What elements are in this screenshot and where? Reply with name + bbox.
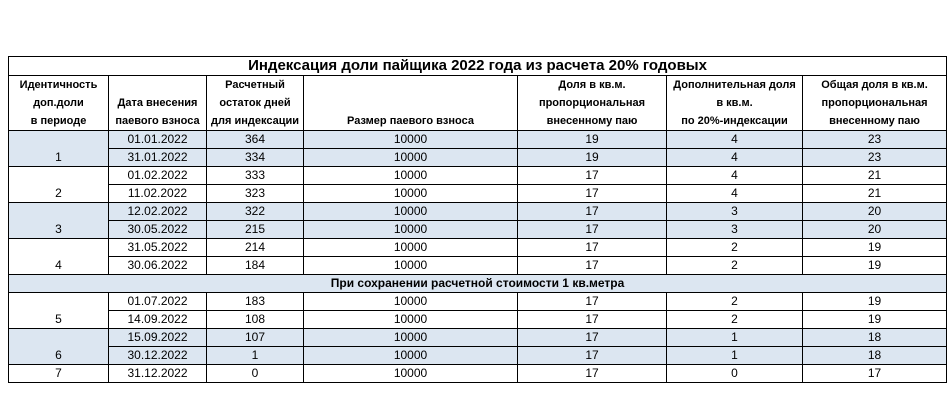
remaining-days-cell[interactable]: 1	[207, 347, 304, 365]
fee-amount-cell[interactable]: 10000	[304, 293, 518, 311]
fee-amount-cell[interactable]: 10000	[304, 311, 518, 329]
total-share-cell[interactable]: 20	[803, 203, 947, 221]
header-line: внесенному паю	[546, 115, 638, 127]
remaining-days-cell[interactable]: 0	[207, 365, 304, 383]
period-id-cell[interactable]: 2	[9, 167, 109, 203]
header-total-share[interactable]	[803, 76, 947, 131]
share-sqm-cell[interactable]: 17	[518, 347, 667, 365]
share-sqm-cell[interactable]: 19	[518, 131, 667, 149]
header-extra-share[interactable]	[667, 76, 803, 131]
total-share-cell[interactable]: 18	[803, 347, 947, 365]
period-id-cell[interactable]: 3	[9, 203, 109, 239]
total-share-cell[interactable]: 18	[803, 329, 947, 347]
total-share-cell[interactable]: 23	[803, 149, 947, 167]
extra-share-cell[interactable]: 1	[667, 329, 803, 347]
header-line: пропорциональная	[821, 97, 928, 109]
remaining-days-cell[interactable]: 183	[207, 293, 304, 311]
table-row	[9, 293, 947, 311]
header-line: по 20%-индексации	[681, 115, 788, 127]
header-line: пропорциональная	[538, 97, 646, 109]
share-sqm-cell[interactable]: 17	[518, 221, 667, 239]
payment-date-cell[interactable]: 30.05.2022	[109, 221, 207, 239]
extra-share-cell[interactable]: 4	[667, 149, 803, 167]
header-remaining-days[interactable]	[207, 76, 304, 131]
note-cell[interactable]: При сохранении расчетной стоимости 1 кв.метра	[9, 275, 947, 293]
share-sqm-cell[interactable]: 17	[518, 203, 667, 221]
header-payment-date[interactable]	[109, 76, 207, 131]
table-row	[9, 185, 947, 203]
header-line: паевого взноса	[115, 115, 200, 127]
spreadsheet-sheet	[8, 56, 946, 383]
share-sqm-cell[interactable]: 17	[518, 257, 667, 275]
total-share-cell[interactable]: 21	[803, 167, 947, 185]
period-id-cell[interactable]: 7	[9, 365, 109, 383]
payment-date-cell[interactable]: 01.01.2022	[109, 131, 207, 149]
table-row	[9, 311, 947, 329]
total-share-cell[interactable]: 19	[803, 239, 947, 257]
header-line	[109, 76, 206, 94]
extra-share-cell[interactable]: 4	[667, 185, 803, 203]
share-sqm-cell[interactable]: 19	[518, 149, 667, 167]
extra-share-cell[interactable]: 4	[667, 167, 803, 185]
remaining-days-cell[interactable]: 322	[207, 203, 304, 221]
payment-date-cell[interactable]: 31.05.2022	[109, 239, 207, 257]
header-line: Общая доля в кв.м.	[821, 79, 928, 91]
share-sqm-cell[interactable]: 17	[518, 185, 667, 203]
period-id-cell[interactable]: 5	[9, 293, 109, 329]
remaining-days-cell[interactable]: 334	[207, 149, 304, 167]
fee-amount-cell[interactable]: 10000	[304, 203, 518, 221]
table-row	[9, 239, 947, 257]
header-line: в кв.м.	[716, 97, 753, 109]
extra-share-cell[interactable]: 3	[667, 203, 803, 221]
share-sqm-cell[interactable]: 17	[518, 167, 667, 185]
remaining-days-cell[interactable]: 184	[207, 257, 304, 275]
period-id-cell[interactable]: 6	[9, 329, 109, 365]
table-row	[9, 329, 947, 347]
extra-share-cell[interactable]: 1	[667, 347, 803, 365]
table-row	[9, 167, 947, 185]
header-line: Расчетный	[225, 79, 285, 91]
header-line: для индексации	[211, 115, 299, 127]
share-sqm-cell[interactable]: 17	[518, 239, 667, 257]
fee-amount-cell[interactable]: 10000	[304, 131, 518, 149]
remaining-days-cell[interactable]: 323	[207, 185, 304, 203]
header-line: Доля в кв.м.	[558, 79, 626, 91]
header-line: внесенному паю	[829, 115, 920, 127]
remaining-days-cell[interactable]: 214	[207, 239, 304, 257]
fee-amount-cell[interactable]: 10000	[304, 329, 518, 347]
extra-share-cell[interactable]: 0	[667, 365, 803, 383]
table-row	[9, 221, 947, 239]
note-row	[9, 275, 947, 293]
fee-amount-cell[interactable]: 10000	[304, 167, 518, 185]
extra-share-cell[interactable]: 4	[667, 131, 803, 149]
fee-amount-cell[interactable]: 10000	[304, 365, 518, 383]
payment-date-cell[interactable]: 11.02.2022	[109, 185, 207, 203]
header-line	[304, 94, 517, 112]
table-row	[9, 257, 947, 275]
header-line: Идентичность	[19, 79, 98, 91]
fee-amount-cell[interactable]: 10000	[304, 239, 518, 257]
total-share-cell[interactable]: 21	[803, 185, 947, 203]
header-line: Дата внесения	[117, 97, 198, 109]
payment-date-cell[interactable]: 01.02.2022	[109, 167, 207, 185]
share-sqm-cell[interactable]: 17	[518, 311, 667, 329]
payment-date-cell[interactable]: 31.12.2022	[109, 365, 207, 383]
table-row	[9, 365, 947, 383]
table-row	[9, 203, 947, 221]
table-title[interactable]: Индексация доли пайщика 2022 года из расчета 20% годовых	[9, 57, 947, 76]
header-id-in-period[interactable]	[9, 76, 109, 131]
header-line: Размер паевого взноса	[347, 115, 474, 127]
extra-share-cell[interactable]: 2	[667, 239, 803, 257]
header-line: доп.доли	[33, 97, 84, 109]
header-line: Дополнительная доля	[673, 79, 796, 91]
title-row	[9, 57, 947, 76]
header-line: остаток дней	[219, 97, 291, 109]
header-line	[304, 76, 517, 94]
extra-share-cell[interactable]: 3	[667, 221, 803, 239]
total-share-cell[interactable]: 19	[803, 311, 947, 329]
payment-date-cell[interactable]: 30.12.2022	[109, 347, 207, 365]
fee-amount-cell[interactable]: 10000	[304, 257, 518, 275]
payment-date-cell[interactable]: 12.02.2022	[109, 203, 207, 221]
payment-date-cell[interactable]: 15.09.2022	[109, 329, 207, 347]
total-share-cell[interactable]: 19	[803, 257, 947, 275]
remaining-days-cell[interactable]: 333	[207, 167, 304, 185]
extra-share-cell[interactable]: 2	[667, 257, 803, 275]
table-row	[9, 149, 947, 167]
payment-date-cell[interactable]: 30.06.2022	[109, 257, 207, 275]
payment-date-cell[interactable]: 01.07.2022	[109, 293, 207, 311]
total-share-cell[interactable]: 20	[803, 221, 947, 239]
payment-date-cell[interactable]: 31.01.2022	[109, 149, 207, 167]
total-share-cell[interactable]: 19	[803, 293, 947, 311]
payment-date-cell[interactable]: 14.09.2022	[109, 311, 207, 329]
header-line: в периоде	[30, 115, 87, 127]
fee-amount-cell[interactable]: 10000	[304, 347, 518, 365]
period-id-cell[interactable]: 1	[9, 131, 109, 167]
table-row	[9, 347, 947, 365]
extra-share-cell[interactable]: 2	[667, 311, 803, 329]
total-share-cell[interactable]: 23	[803, 131, 947, 149]
header-share-sqm[interactable]	[518, 76, 667, 131]
share-sqm-cell[interactable]: 17	[518, 365, 667, 383]
fee-amount-cell[interactable]: 10000	[304, 149, 518, 167]
table-row	[9, 131, 947, 149]
remaining-days-cell[interactable]: 107	[207, 329, 304, 347]
period-id-cell[interactable]: 4	[9, 239, 109, 275]
remaining-days-cell[interactable]: 364	[207, 131, 304, 149]
header-fee-amount[interactable]	[304, 76, 518, 131]
extra-share-cell[interactable]: 2	[667, 293, 803, 311]
header-row	[9, 76, 947, 131]
fee-amount-cell[interactable]: 10000	[304, 185, 518, 203]
share-sqm-cell[interactable]: 17	[518, 329, 667, 347]
remaining-days-cell[interactable]: 108	[207, 311, 304, 329]
fee-amount-cell[interactable]: 10000	[304, 221, 518, 239]
share-sqm-cell[interactable]: 17	[518, 293, 667, 311]
total-share-cell[interactable]: 17	[803, 365, 947, 383]
remaining-days-cell[interactable]: 215	[207, 221, 304, 239]
indexation-table	[8, 56, 947, 383]
